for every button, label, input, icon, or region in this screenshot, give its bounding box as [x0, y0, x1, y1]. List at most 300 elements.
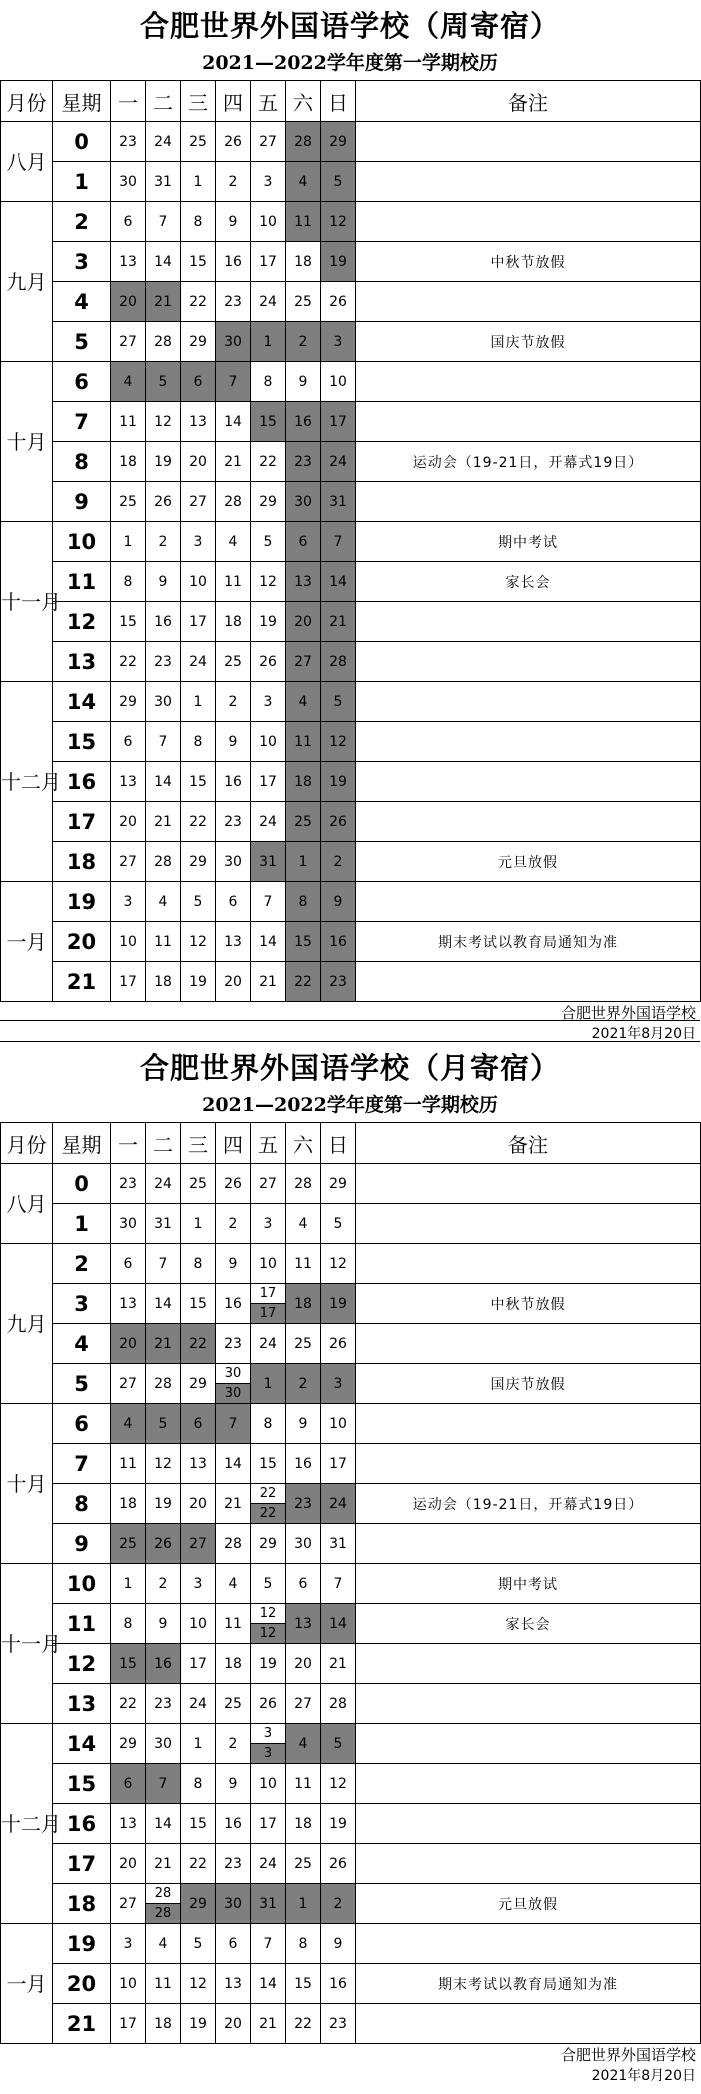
day-value-upper: 3	[251, 1724, 285, 1744]
day-value-lower: 30	[216, 1384, 250, 1403]
day-cell-fri: 10	[251, 202, 286, 242]
day-cell-thu: 28	[216, 1524, 251, 1564]
week-row	[1, 1924, 701, 1964]
day-cell-split-tue	[146, 1884, 181, 1924]
week-number: 17	[53, 1844, 111, 1884]
day-cell-tue: 7	[146, 722, 181, 762]
calendar-title: 合肥世界外国语学校（周寄宿）	[139, 9, 560, 43]
day-cell-fri: 15	[251, 1444, 286, 1484]
week-number: 19	[53, 1924, 111, 1964]
day-cell-mon: 8	[111, 1604, 146, 1644]
day-cell-thu: 9	[216, 202, 251, 242]
day-cell-wed: 1	[181, 1724, 216, 1764]
day-cell-thu: 6	[216, 1924, 251, 1964]
month-label: 九月	[1, 1244, 53, 1404]
day-cell-sun: 9	[321, 1924, 356, 1964]
day-cell-wed: 5	[181, 1924, 216, 1964]
day-cell-mon: 4	[111, 1404, 146, 1444]
week-number: 2	[53, 1244, 111, 1284]
day-value-lower: 3	[251, 1744, 285, 1763]
day-cell-thu: 14	[216, 402, 251, 442]
day-cell-sat: 1	[286, 842, 321, 882]
day-value-lower: 28	[146, 1904, 180, 1923]
note-cell: 期末考试以教育局通知为准	[356, 922, 701, 962]
week-number: 18	[53, 842, 111, 882]
week-number: 5	[53, 322, 111, 362]
week-number: 4	[53, 282, 111, 322]
day-cell-thu: 21	[216, 1484, 251, 1524]
note-cell: 元旦放假	[356, 1884, 701, 1924]
day-cell-mon: 13	[111, 1804, 146, 1844]
day-cell-thu: 30	[216, 842, 251, 882]
day-cell-fri: 27	[251, 122, 286, 162]
day-cell-mon: 27	[111, 1364, 146, 1404]
day-cell-thu: 2	[216, 162, 251, 202]
day-cell-thu: 4	[216, 522, 251, 562]
day-cell-fri: 24	[251, 1844, 286, 1884]
day-cell-fri: 14	[251, 1964, 286, 2004]
month-label: 九月	[1, 202, 53, 362]
note-cell	[356, 1644, 701, 1684]
day-cell-mon: 11	[111, 402, 146, 442]
header-sun: 日	[321, 1123, 356, 1164]
day-cell-sun: 21	[321, 602, 356, 642]
week-row	[1, 242, 701, 282]
day-cell-wed: 10	[181, 1604, 216, 1644]
day-cell-tue: 7	[146, 1764, 181, 1804]
day-cell-sat: 25	[286, 802, 321, 842]
day-cell-mon: 13	[111, 242, 146, 282]
day-cell-mon: 13	[111, 762, 146, 802]
day-cell-sun: 19	[321, 1804, 356, 1844]
day-cell-thu: 16	[216, 762, 251, 802]
week-row	[1, 962, 701, 1002]
day-cell-wed: 24	[181, 1684, 216, 1724]
day-cell-wed: 3	[181, 1564, 216, 1604]
header-sat: 六	[286, 1123, 321, 1164]
day-cell-mon: 23	[111, 122, 146, 162]
day-cell-fri: 1	[251, 322, 286, 362]
week-number: 13	[53, 642, 111, 682]
day-cell-tue: 30	[146, 1724, 181, 1764]
calendar-table	[0, 1122, 701, 2044]
day-cell-tue: 21	[146, 802, 181, 842]
header-row	[1, 81, 701, 122]
day-cell-thu: 16	[216, 242, 251, 282]
day-cell-tue: 14	[146, 762, 181, 802]
day-cell-sun: 26	[321, 1324, 356, 1364]
day-cell-wed: 17	[181, 602, 216, 642]
day-cell-mon: 18	[111, 442, 146, 482]
day-cell-wed: 15	[181, 1284, 216, 1324]
note-cell	[356, 602, 701, 642]
day-cell-thu: 2	[216, 1204, 251, 1244]
footer-date: 2021年8月20日	[591, 2068, 696, 2084]
day-cell-sun: 7	[321, 522, 356, 562]
day-cell-wed: 8	[181, 202, 216, 242]
day-cell-sun: 3	[321, 1364, 356, 1404]
day-cell-sat: 22	[286, 962, 321, 1002]
week-number: 0	[53, 1164, 111, 1204]
day-cell-tue: 5	[146, 1404, 181, 1444]
day-cell-thu: 7	[216, 1404, 251, 1444]
day-cell-fri: 3	[251, 162, 286, 202]
header-sat: 六	[286, 81, 321, 122]
day-cell-wed: 22	[181, 282, 216, 322]
day-cell-thu: 4	[216, 1564, 251, 1604]
day-cell-wed: 29	[181, 1364, 216, 1404]
day-cell-fri: 10	[251, 1764, 286, 1804]
day-cell-sat: 30	[286, 482, 321, 522]
day-cell-sat: 25	[286, 1844, 321, 1884]
day-cell-wed: 22	[181, 1844, 216, 1884]
day-cell-sun: 5	[321, 1724, 356, 1764]
note-cell	[356, 1324, 701, 1364]
header-month: 月份	[1, 81, 53, 122]
note-cell	[356, 202, 701, 242]
day-cell-sun: 28	[321, 1684, 356, 1724]
day-cell-mon: 6	[111, 722, 146, 762]
week-number: 21	[53, 962, 111, 1002]
day-cell-mon: 6	[111, 1244, 146, 1284]
header-thu: 四	[216, 1123, 251, 1164]
day-cell-fri: 24	[251, 1324, 286, 1364]
day-cell-wed: 6	[181, 362, 216, 402]
header-wed: 三	[181, 81, 216, 122]
day-value-upper: 28	[146, 1884, 180, 1904]
week-number: 6	[53, 362, 111, 402]
day-cell-sat: 2	[286, 322, 321, 362]
day-cell-mon: 6	[111, 1764, 146, 1804]
day-cell-sat: 6	[286, 1564, 321, 1604]
day-cell-wed: 15	[181, 1804, 216, 1844]
week-row	[1, 2004, 701, 2044]
week-number: 20	[53, 1964, 111, 2004]
day-cell-mon: 25	[111, 1524, 146, 1564]
day-cell-wed: 24	[181, 642, 216, 682]
day-cell-mon: 10	[111, 1964, 146, 2004]
day-cell-mon: 25	[111, 482, 146, 522]
week-row	[1, 882, 701, 922]
day-cell-sat: 27	[286, 1684, 321, 1724]
day-cell-wed: 3	[181, 522, 216, 562]
month-label: 十二月	[1, 682, 53, 882]
week-number: 12	[53, 1644, 111, 1684]
week-number: 1	[53, 162, 111, 202]
day-cell-tue: 19	[146, 1484, 181, 1524]
day-cell-mon: 23	[111, 1164, 146, 1204]
header-row	[1, 1123, 701, 1164]
week-row	[1, 1684, 701, 1724]
week-number: 0	[53, 122, 111, 162]
week-number: 14	[53, 1724, 111, 1764]
week-row	[1, 402, 701, 442]
note-cell	[356, 642, 701, 682]
footer-school: 合肥世界外国语学校	[560, 1004, 696, 1022]
day-cell-sat: 30	[286, 1524, 321, 1564]
day-cell-thu: 7	[216, 362, 251, 402]
week-number: 11	[53, 1604, 111, 1644]
day-value-upper: 22	[251, 1484, 285, 1504]
month-label: 十月	[1, 362, 53, 522]
week-number: 14	[53, 682, 111, 722]
header-week: 星期	[53, 1123, 111, 1164]
day-cell-sat: 20	[286, 1644, 321, 1684]
day-value-upper: 12	[251, 1604, 285, 1624]
note-cell: 中秋节放假	[356, 242, 701, 282]
week-row	[1, 202, 701, 242]
day-cell-fri: 24	[251, 802, 286, 842]
day-cell-wed: 29	[181, 1884, 216, 1924]
note-cell	[356, 1204, 701, 1244]
day-cell-fri: 5	[251, 522, 286, 562]
day-cell-fri: 14	[251, 922, 286, 962]
day-cell-sat: 11	[286, 1244, 321, 1284]
week-row	[1, 1404, 701, 1444]
day-cell-wed: 5	[181, 882, 216, 922]
week-row	[1, 922, 701, 962]
week-row	[1, 1324, 701, 1364]
day-cell-fri: 7	[251, 1924, 286, 1964]
week-row	[1, 522, 701, 562]
footer	[0, 2044, 700, 2086]
day-cell-thu: 2	[216, 682, 251, 722]
day-cell-wed: 13	[181, 1444, 216, 1484]
day-cell-wed: 25	[181, 1164, 216, 1204]
header-week: 星期	[53, 81, 111, 122]
week-row	[1, 1284, 701, 1324]
day-cell-wed: 8	[181, 722, 216, 762]
header-fri: 五	[251, 1123, 286, 1164]
footer	[0, 1002, 700, 1044]
day-cell-mon: 6	[111, 202, 146, 242]
day-cell-mon: 20	[111, 1324, 146, 1364]
week-row	[1, 322, 701, 362]
week-number: 2	[53, 202, 111, 242]
day-cell-mon: 30	[111, 1204, 146, 1244]
day-cell-sun: 31	[321, 482, 356, 522]
day-cell-tue: 2	[146, 1564, 181, 1604]
day-cell-tue: 23	[146, 642, 181, 682]
day-cell-fri: 27	[251, 1164, 286, 1204]
day-cell-mon: 15	[111, 1644, 146, 1684]
header-tue: 二	[146, 1123, 181, 1164]
day-cell-tue: 24	[146, 1164, 181, 1204]
day-cell-mon: 20	[111, 282, 146, 322]
day-cell-sat: 28	[286, 1164, 321, 1204]
day-cell-sun: 5	[321, 682, 356, 722]
day-cell-fri: 7	[251, 882, 286, 922]
day-cell-thu: 23	[216, 1844, 251, 1884]
note-cell: 元旦放假	[356, 842, 701, 882]
day-cell-fri: 21	[251, 962, 286, 1002]
day-cell-sun: 12	[321, 1244, 356, 1284]
day-cell-tue: 12	[146, 1444, 181, 1484]
day-cell-sat: 15	[286, 922, 321, 962]
day-cell-sat: 23	[286, 442, 321, 482]
week-row	[1, 562, 701, 602]
note-cell: 中秋节放假	[356, 1284, 701, 1324]
day-cell-tue: 24	[146, 122, 181, 162]
note-cell	[356, 762, 701, 802]
day-cell-wed: 12	[181, 1964, 216, 2004]
day-cell-tue: 7	[146, 1244, 181, 1284]
week-number: 1	[53, 1204, 111, 1244]
note-cell	[356, 1804, 701, 1844]
week-row	[1, 1804, 701, 1844]
day-cell-mon: 29	[111, 682, 146, 722]
day-cell-sat: 16	[286, 402, 321, 442]
day-cell-thu: 28	[216, 482, 251, 522]
week-number: 18	[53, 1884, 111, 1924]
day-cell-mon: 1	[111, 1564, 146, 1604]
day-cell-sat: 1	[286, 1884, 321, 1924]
day-cell-wed: 27	[181, 1524, 216, 1564]
day-cell-wed: 19	[181, 2004, 216, 2044]
day-cell-fri: 10	[251, 722, 286, 762]
week-row	[1, 1484, 701, 1524]
day-cell-sat: 8	[286, 882, 321, 922]
footer-date: 2021年8月20日	[591, 1026, 696, 1042]
day-cell-thu: 16	[216, 1284, 251, 1324]
header-sun: 日	[321, 81, 356, 122]
note-cell	[356, 1444, 701, 1484]
day-cell-thu: 18	[216, 1644, 251, 1684]
day-cell-tue: 12	[146, 402, 181, 442]
week-row	[1, 722, 701, 762]
week-number: 16	[53, 1804, 111, 1844]
day-cell-fri: 17	[251, 1804, 286, 1844]
week-number: 5	[53, 1364, 111, 1404]
week-row	[1, 1724, 701, 1764]
note-cell: 家长会	[356, 1604, 701, 1644]
day-cell-sun: 5	[321, 1204, 356, 1244]
day-cell-wed: 15	[181, 242, 216, 282]
day-cell-tue: 21	[146, 282, 181, 322]
note-cell	[356, 1844, 701, 1884]
day-cell-sat: 13	[286, 1604, 321, 1644]
day-cell-fri: 22	[251, 442, 286, 482]
header-notes: 备注	[356, 1123, 701, 1164]
week-number: 10	[53, 522, 111, 562]
day-cell-sun: 12	[321, 1764, 356, 1804]
note-cell	[356, 1724, 701, 1764]
day-cell-sat: 6	[286, 522, 321, 562]
day-cell-thu: 23	[216, 282, 251, 322]
day-value-lower: 12	[251, 1624, 285, 1643]
day-value-lower: 17	[251, 1304, 285, 1323]
day-cell-thu: 11	[216, 1604, 251, 1644]
day-cell-fri: 8	[251, 362, 286, 402]
day-cell-sun: 19	[321, 1284, 356, 1324]
day-cell-sun: 5	[321, 162, 356, 202]
day-cell-thu: 23	[216, 1324, 251, 1364]
week-number: 7	[53, 1444, 111, 1484]
day-cell-mon: 30	[111, 162, 146, 202]
day-cell-sat: 11	[286, 202, 321, 242]
day-cell-tue: 16	[146, 602, 181, 642]
day-cell-wed: 29	[181, 842, 216, 882]
day-cell-fri: 29	[251, 482, 286, 522]
day-cell-thu: 30	[216, 322, 251, 362]
day-cell-tue: 16	[146, 1644, 181, 1684]
day-cell-tue: 23	[146, 1684, 181, 1724]
day-cell-sat: 8	[286, 1924, 321, 1964]
day-cell-sun: 16	[321, 922, 356, 962]
day-cell-sun: 24	[321, 1484, 356, 1524]
day-cell-mon: 27	[111, 1884, 146, 1924]
header-mon: 一	[111, 81, 146, 122]
day-cell-thu: 9	[216, 1764, 251, 1804]
day-cell-wed: 13	[181, 402, 216, 442]
day-cell-mon: 22	[111, 1684, 146, 1724]
calendar-sheet-weekly	[0, 0, 700, 1044]
calendar-title: 合肥世界外国语学校（月寄宿）	[139, 1051, 560, 1085]
day-cell-mon: 27	[111, 842, 146, 882]
note-cell	[356, 1684, 701, 1724]
note-cell: 国庆节放假	[356, 322, 701, 362]
day-cell-sun: 19	[321, 762, 356, 802]
note-cell	[356, 1244, 701, 1284]
day-cell-thu: 26	[216, 1164, 251, 1204]
day-cell-sat: 2	[286, 1364, 321, 1404]
week-number: 9	[53, 1524, 111, 1564]
week-number: 3	[53, 1284, 111, 1324]
note-cell	[356, 1524, 701, 1564]
day-cell-fri: 1	[251, 1364, 286, 1404]
day-cell-sat: 9	[286, 362, 321, 402]
week-number: 19	[53, 882, 111, 922]
week-row	[1, 1524, 701, 1564]
month-label: 十一月	[1, 1564, 53, 1724]
week-number: 6	[53, 1404, 111, 1444]
day-cell-thu: 2	[216, 1724, 251, 1764]
month-label: 一月	[1, 1924, 53, 2044]
day-cell-sun: 23	[321, 2004, 356, 2044]
day-cell-wed: 19	[181, 962, 216, 1002]
day-cell-split-fri	[251, 1604, 286, 1644]
note-cell	[356, 402, 701, 442]
week-row	[1, 642, 701, 682]
day-value-lower: 22	[251, 1504, 285, 1523]
day-cell-mon: 22	[111, 642, 146, 682]
day-cell-sat: 11	[286, 1764, 321, 1804]
day-cell-tue: 14	[146, 1804, 181, 1844]
note-cell	[356, 282, 701, 322]
note-cell	[356, 1764, 701, 1804]
day-cell-sun: 29	[321, 1164, 356, 1204]
month-label: 十月	[1, 1404, 53, 1564]
day-cell-wed: 6	[181, 1404, 216, 1444]
day-cell-fri: 24	[251, 282, 286, 322]
header-mon: 一	[111, 1123, 146, 1164]
week-row	[1, 1564, 701, 1604]
week-number: 16	[53, 762, 111, 802]
day-cell-thu: 6	[216, 882, 251, 922]
day-cell-mon: 20	[111, 802, 146, 842]
day-cell-sat: 18	[286, 1804, 321, 1844]
day-cell-thu: 20	[216, 2004, 251, 2044]
week-row	[1, 122, 701, 162]
day-cell-mon: 3	[111, 1924, 146, 1964]
note-cell	[356, 962, 701, 1002]
day-cell-thu: 13	[216, 922, 251, 962]
calendar-table	[0, 80, 701, 1002]
day-cell-sun: 10	[321, 362, 356, 402]
day-cell-fri: 10	[251, 1244, 286, 1284]
day-cell-wed: 1	[181, 682, 216, 722]
week-row	[1, 1244, 701, 1284]
